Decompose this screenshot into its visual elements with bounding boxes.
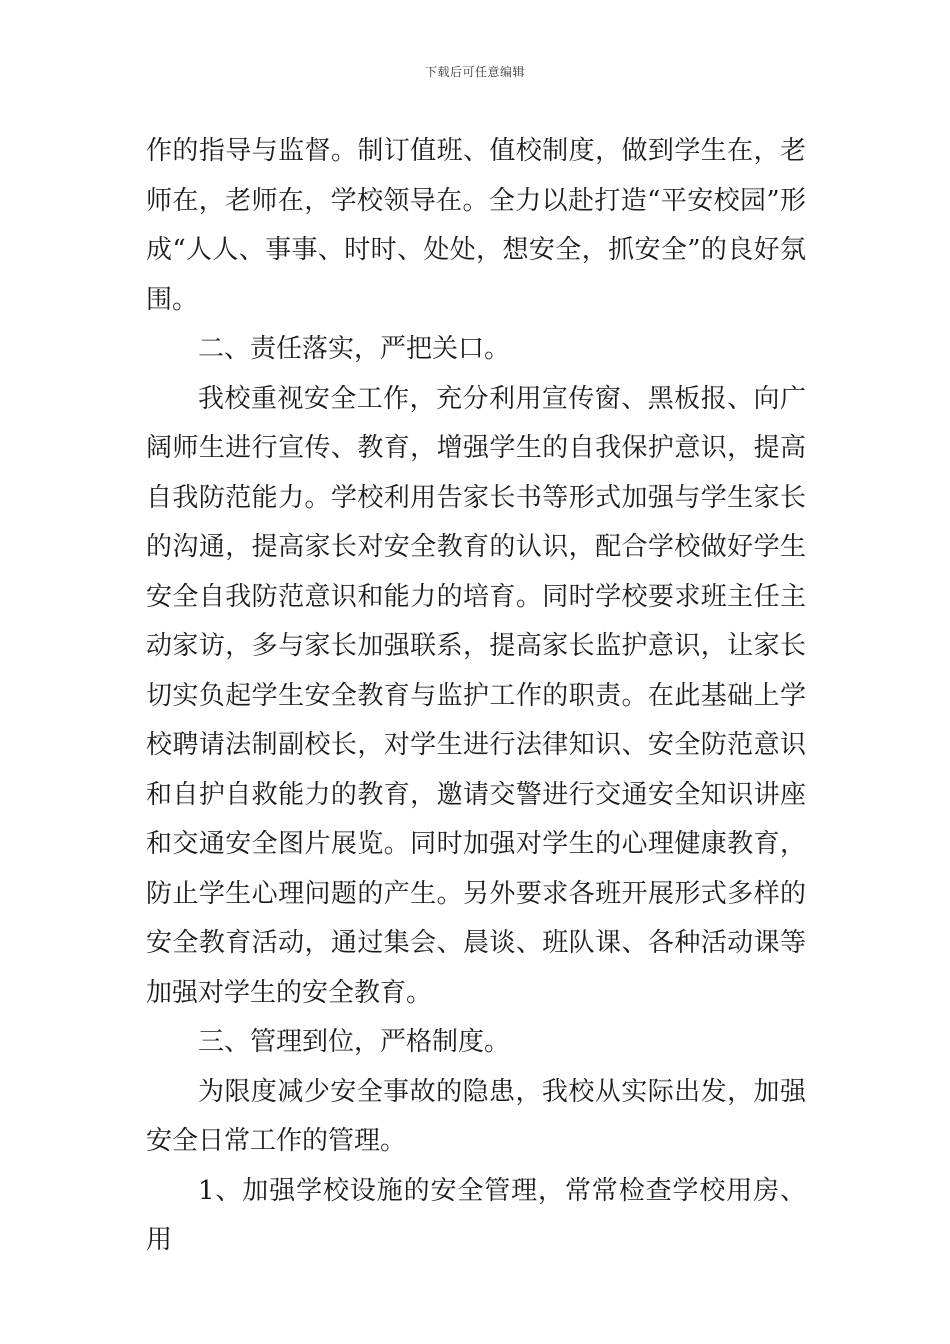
page-header: 下载后可任意编辑 <box>424 65 525 79</box>
paragraph-daily-management: 为限度减少安全事故的隐患，我校从实际出发，加强安全日常工作的管理。 <box>146 1076 806 1156</box>
section-heading-management: 三、管理到位，严格制度。 <box>198 1027 511 1057</box>
paragraph-intro-continued: 作的指导与监督。制订值班、值校制度，做到学生在，老师在，老师在，学校领导在。全力以赴打造“平安校园”形成“人人、事事、时时、处处，想安全，抓安全”的良好氛围。 <box>146 136 806 315</box>
paragraph-safety-education: 我校重视安全工作，充分利用宣传窗、黑板报、向广阔师生进行宣传、教育，增强学生的自我保护意识，提高自我防范能力。学校利用告家长书等形式加强与学生家长的沟通，提高家长对安全教育的认识，配合学校做好学生安全自我防范意识和能力的培育。同时学校要求班主任主动家访，多与家长加强联系，提高家长监护意识，让家长切实负起学生安全教育与监护工作的职责。在此基础上学校聘请法制副校长，对学生进行法律知识、安全防范意识和自护自救能力的教育，邀请交警进行交通安全知识讲座和交通安全图片展览。同时加强对学生的心理健康教育，防止学生心理问题的产生。另外要求各班开展形式多样的安全教育活动，通过集会、晨谈、班队课、各种活动课等加强对学生的安全教育。 <box>146 383 806 1008</box>
section-heading-responsibility: 二、责任落实，严把关口。 <box>198 334 511 364</box>
document-body <box>146 127 806 1266</box>
paragraph-facility-safety: 1、加强学校设施的安全管理，常常检查学校用房、用 <box>146 1175 806 1255</box>
